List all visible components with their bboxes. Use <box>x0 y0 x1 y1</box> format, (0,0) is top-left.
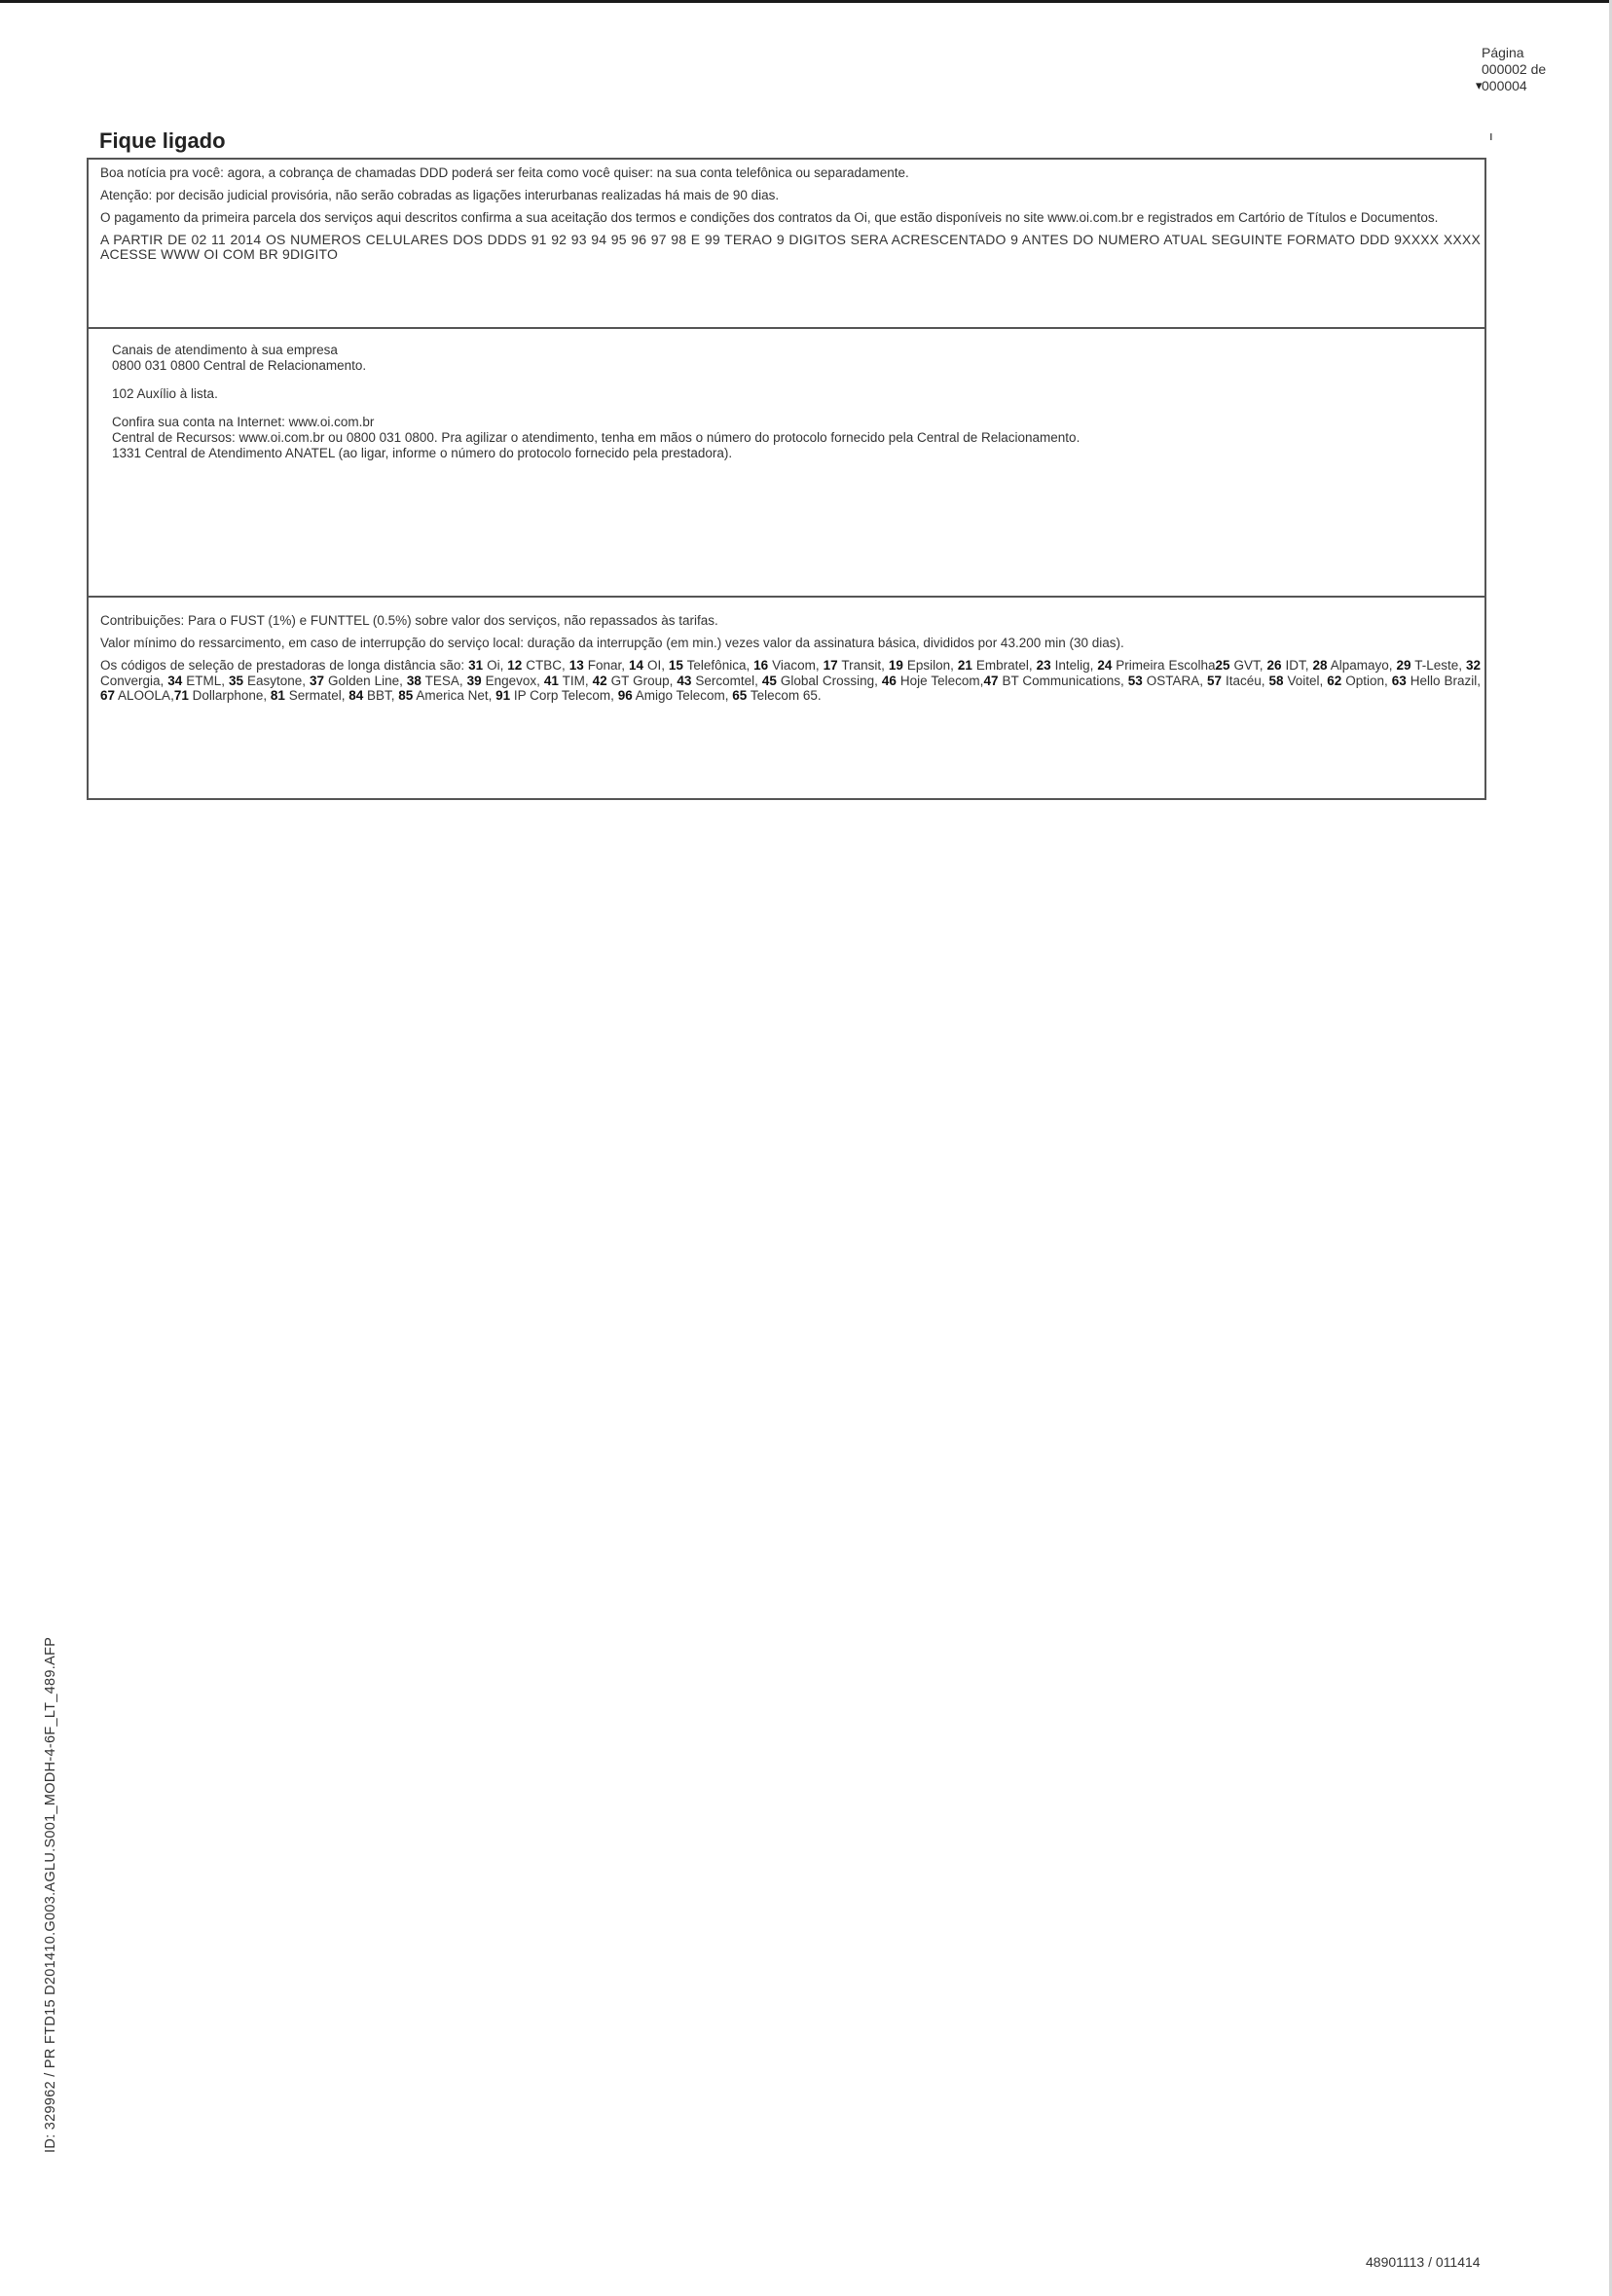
carrier-entry <box>569 658 629 673</box>
carrier-name: Sercomtel, <box>691 673 762 688</box>
carrier-entry <box>1327 674 1392 688</box>
section-title: Fique ligado <box>99 128 226 153</box>
carrier-code: 16 <box>753 658 769 673</box>
carrier-name: OSTARA, <box>1142 673 1207 688</box>
codes-intro: Os códigos de seleção de prestadoras de longa distância são: <box>100 658 465 673</box>
fees-box <box>87 596 1486 800</box>
carrier-name: BT Communications, <box>998 673 1128 688</box>
carrier-entry <box>593 674 678 688</box>
carrier-name: IDT, <box>1281 658 1313 673</box>
carrier-code: 13 <box>568 658 584 673</box>
carrier-code: 67 <box>100 688 116 703</box>
carrier-entry <box>229 674 310 688</box>
carrier-entry <box>1097 658 1215 673</box>
ninth-digit-notice: A PARTIR DE 02 11 2014 OS NUMEROS CELULARES DOS DDDS 91 92 93 94 95 96 97 98 E 99 TERAO 9 DIGITOS SERA ACRESCENTADO 9 ANTES DO NUMERO ATUAL SEGUINTE FORMATO DDD 9XXXX XXXX ACESSE WWW OI COM BR 9DIGITO <box>100 232 1481 262</box>
directory-help: 102 Auxílio à lista. <box>112 386 218 401</box>
carrier-code: 85 <box>398 688 414 703</box>
carrier-code: 96 <box>617 688 633 703</box>
carrier-entry <box>1267 658 1313 673</box>
carrier-code: 53 <box>1127 673 1143 688</box>
carrier-name: Easytone, <box>243 673 311 688</box>
carrier-name: BBT, <box>363 688 399 703</box>
carrier-entry <box>468 658 507 673</box>
carrier-code: 35 <box>229 673 244 688</box>
carrier-entry <box>310 674 407 688</box>
carrier-entry <box>507 658 568 673</box>
carrier-entry <box>677 674 762 688</box>
carrier-code: 47 <box>983 673 999 688</box>
carrier-code: 71 <box>173 688 189 703</box>
carrier-entry <box>958 658 1037 673</box>
carrier-code: 63 <box>1391 673 1407 688</box>
carrier-name: Primeira Escolha <box>1112 658 1216 673</box>
carrier-name: ALOOLA, <box>115 688 174 703</box>
carrier-name: Voitel, <box>1283 673 1328 688</box>
scan-mark: ▾ <box>1476 78 1483 92</box>
page-number-label: Página <box>1482 45 1524 60</box>
carrier-entry <box>1037 658 1098 673</box>
carrier-entry <box>762 674 882 688</box>
carrier-entry <box>882 674 984 688</box>
carrier-name: Transit, <box>837 658 889 673</box>
carrier-name: America Net, <box>413 688 496 703</box>
carrier-code: 41 <box>543 673 559 688</box>
carrier-entry <box>889 658 958 673</box>
carrier-name: Telefônica, <box>682 658 754 673</box>
payment-terms-notice: O pagamento da primeira parcela dos serviços aqui descritos confirma a sua aceitação dos termos e condições dos contratos da Oi, que estão disponíveis no site www.oi.com.br e registrados em Cartório de Títulos e Documentos. <box>100 210 1439 225</box>
carrier-codes <box>100 658 1481 704</box>
carrier-name: Embratel, <box>971 658 1037 673</box>
carrier-name: Telecom 65. <box>747 688 822 703</box>
carrier-code: 62 <box>1327 673 1342 688</box>
page-number-total: 000004 <box>1482 78 1527 93</box>
anatel-center: 1331 Central de Atendimento ANATEL (ao ligar, informe o número do protocolo fornecido pela prestadora). <box>112 446 733 460</box>
carrier-entry <box>1207 674 1269 688</box>
carrier-entry <box>618 688 733 703</box>
page-number-current: 000002 de <box>1482 61 1547 77</box>
contacts-box <box>87 327 1486 598</box>
carrier-entry <box>753 658 823 673</box>
contributions-note: Contribuições: Para o FUST (1%) e FUNTTEL (0.5%) sobre valor dos serviços, não repassados às tarifas. <box>100 613 718 628</box>
carrier-code: 29 <box>1396 658 1411 673</box>
carrier-code: 39 <box>466 673 482 688</box>
carrier-entry <box>495 688 618 703</box>
carrier-code: 38 <box>406 673 421 688</box>
carrier-name: CTBC, <box>522 658 569 673</box>
carrier-name: IP Corp Telecom, <box>510 688 618 703</box>
carrier-code: 23 <box>1036 658 1051 673</box>
carrier-code: 26 <box>1266 658 1282 673</box>
carrier-entry <box>348 688 398 703</box>
carrier-code: 65 <box>732 688 748 703</box>
carrier-name: Amigo Telecom, <box>632 688 733 703</box>
carrier-name: Golden Line, <box>324 673 407 688</box>
carrier-name: Convergia, <box>100 673 168 688</box>
internet-bill: Confira sua conta na Internet: www.oi.com.br <box>112 415 375 429</box>
carrier-entry <box>1392 674 1481 688</box>
carrier-code: 57 <box>1206 673 1222 688</box>
carrier-name: Hoje Telecom, <box>896 673 984 688</box>
carrier-code: 14 <box>628 658 643 673</box>
carrier-code: 84 <box>348 688 364 703</box>
carrier-name: TESA, <box>421 673 467 688</box>
footer-code: 48901113 / 011414 <box>1366 2254 1481 2270</box>
document-id: ID: 329962 / PR FTD15 D201410.G003.AGLU.S001_MODH-4-6F_LT_489.AFP <box>43 1636 58 2153</box>
carrier-name: GT Group, <box>606 673 678 688</box>
carrier-name: OI, <box>643 658 669 673</box>
channels-title: Canais de atendimento à sua empresa <box>112 343 338 357</box>
carrier-code: 25 <box>1215 658 1230 673</box>
carrier-name: Fonar, <box>583 658 629 673</box>
carrier-code: 81 <box>270 688 285 703</box>
carrier-name: T-Leste, <box>1410 658 1466 673</box>
page-number <box>1482 45 1546 94</box>
carrier-name: Itacéu, <box>1221 673 1269 688</box>
refund-note: Valor mínimo do ressarcimento, em caso de interrupção do serviço local: duração da interrupção (em min.) vezes valor da assinatura básica, divididos por 43.200 min (30 dias). <box>100 636 1124 650</box>
carrier-name: Option, <box>1341 673 1392 688</box>
carrier-name: Global Crossing, <box>776 673 882 688</box>
carrier-name: Intelig, <box>1050 658 1098 673</box>
carrier-code: 12 <box>507 658 523 673</box>
carrier-entry <box>1312 658 1396 673</box>
appeals-center: Central de Recursos: www.oi.com.br ou 0800 031 0800. Pra agilizar o atendimento, tenha em mãos o número do protocolo fornecido pela Central de Relacionamento. <box>112 430 1081 445</box>
carrier-code: 58 <box>1268 673 1284 688</box>
carrier-entry <box>398 688 495 703</box>
carrier-code: 42 <box>592 673 607 688</box>
page-edge <box>0 0 1612 3</box>
carrier-entry <box>1396 658 1465 673</box>
carrier-code: 43 <box>677 673 692 688</box>
ddd-billing-notice: Boa notícia pra você: agora, a cobrança de chamadas DDD poderá ser feita como você quiser: na sua conta telefônica ou separadamente. <box>100 165 909 180</box>
relationship-center: 0800 031 0800 Central de Relacionamento. <box>112 358 367 373</box>
carrier-entry <box>544 674 593 688</box>
scan-mark: ı <box>1489 128 1493 143</box>
carrier-entry <box>100 688 174 703</box>
carrier-code: 31 <box>468 658 484 673</box>
carrier-entry <box>467 674 544 688</box>
carrier-code: 37 <box>310 673 325 688</box>
carrier-entry <box>271 688 348 703</box>
carrier-entry <box>1128 674 1207 688</box>
carrier-code: 19 <box>888 658 903 673</box>
carrier-name: Dollarphone, <box>188 688 271 703</box>
carrier-name: Engevox, <box>481 673 544 688</box>
carrier-entry <box>669 658 753 673</box>
carrier-code: 46 <box>881 673 897 688</box>
carrier-code: 28 <box>1312 658 1328 673</box>
judicial-notice: Atenção: por decisão judicial provisória, não serão cobradas as ligações interurbanas realizadas há mais de 90 dias. <box>100 188 780 202</box>
carrier-code: 24 <box>1097 658 1113 673</box>
carrier-entry <box>167 674 229 688</box>
carrier-code: 45 <box>761 673 777 688</box>
carrier-name: GVT, <box>1229 658 1267 673</box>
carrier-entry <box>1216 658 1267 673</box>
carrier-name: Hello Brazil, <box>1406 673 1482 688</box>
carrier-name: Sermatel, <box>284 688 349 703</box>
carrier-entry <box>629 658 669 673</box>
carrier-entry <box>983 674 1127 688</box>
carrier-code: 32 <box>1465 658 1481 673</box>
carrier-name: Viacom, <box>768 658 824 673</box>
carrier-code: 15 <box>668 658 683 673</box>
carrier-entry <box>174 688 271 703</box>
carrier-name: Oi, <box>483 658 508 673</box>
carrier-name: Epsilon, <box>902 658 958 673</box>
carrier-name: Alpamayo, <box>1327 658 1397 673</box>
carrier-entry <box>824 658 889 673</box>
carrier-name: TIM, <box>558 673 593 688</box>
carrier-name: ETML, <box>182 673 230 688</box>
carrier-entry <box>407 674 467 688</box>
notices-box <box>87 158 1486 329</box>
carrier-code: 91 <box>495 688 511 703</box>
carrier-code: 34 <box>167 673 183 688</box>
carrier-entry <box>1268 674 1327 688</box>
carrier-code: 21 <box>957 658 972 673</box>
carrier-code: 17 <box>823 658 838 673</box>
carrier-entry <box>732 688 821 703</box>
